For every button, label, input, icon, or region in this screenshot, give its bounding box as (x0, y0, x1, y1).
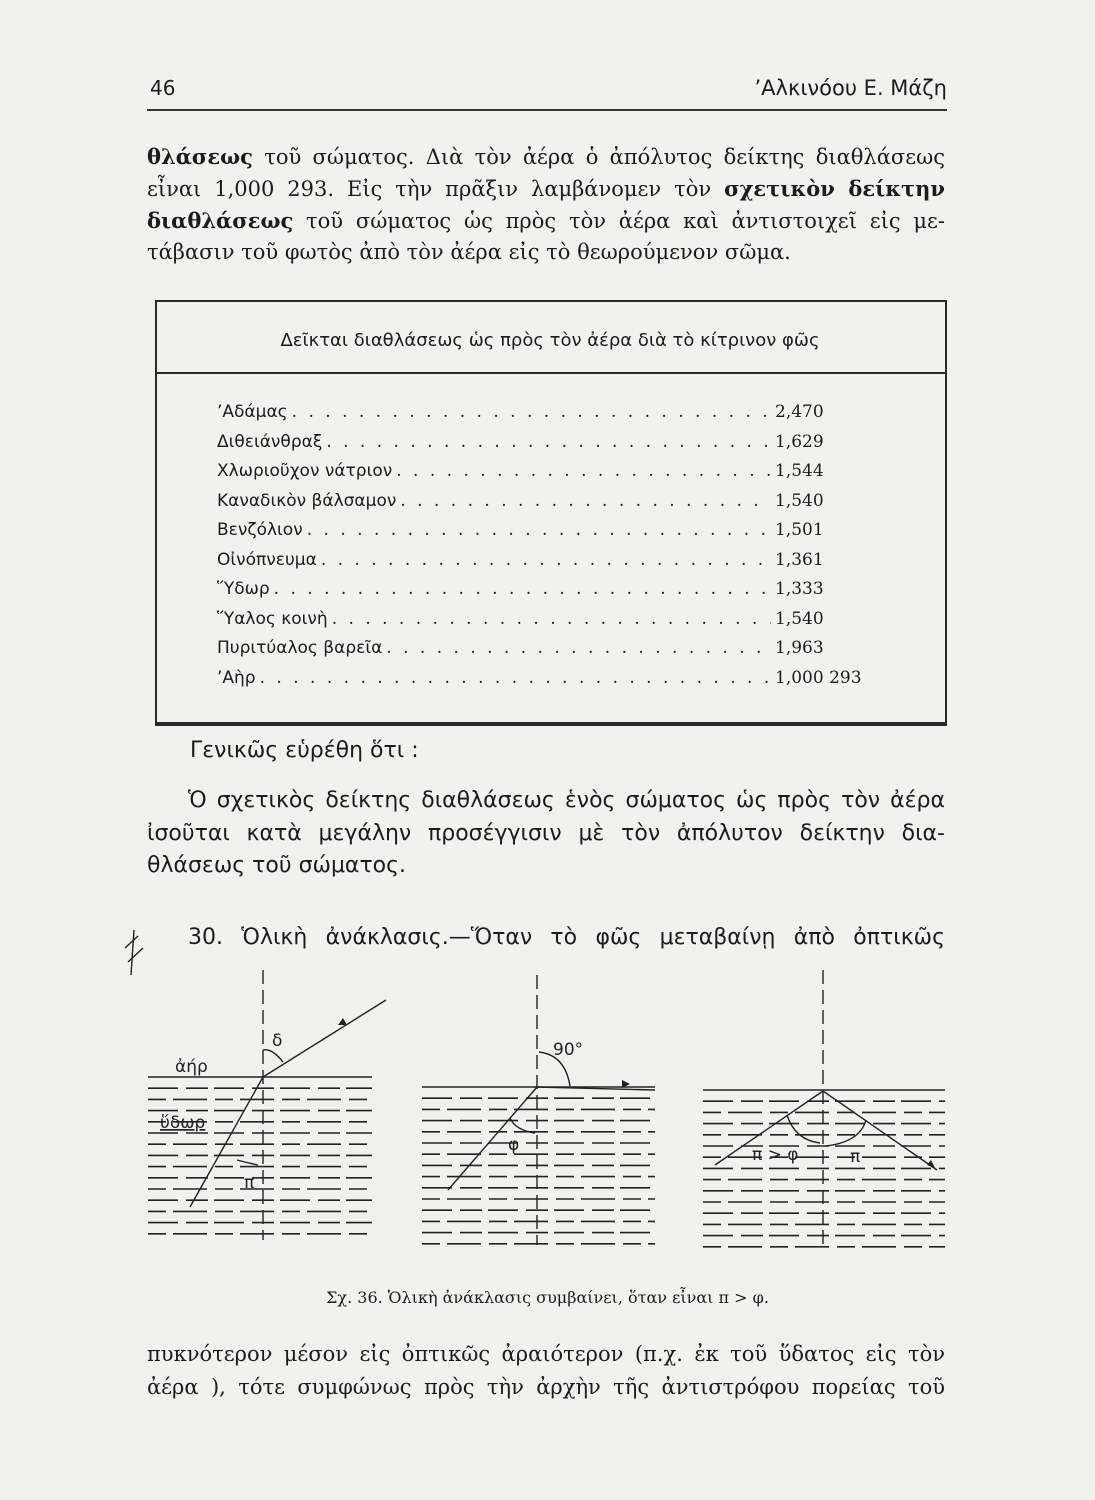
bold-term: θλάσεως (147, 144, 253, 169)
continuation-line-1: πυκνότερον μέσον εἰς ὀπτικῶς ἀραιότερον (π.χ. ἐκ τοῦ ὕδατος εἰς τὸν (147, 1342, 945, 1366)
substance-name: Οἰνόπνευμα (217, 549, 317, 570)
conclusion-line-2: ἰσοῦται κατὰ μεγάλην προσέγγισιν μὲ τὸν ἀπόλυτον δείκτην δια- (147, 821, 945, 846)
text: τοῦ σώματος ὡς πρὸς τὸν ἀέρα καὶ ἀντιστοιχεῖ εἰς με- (293, 209, 945, 233)
refractive-index: 1,540 (775, 490, 824, 511)
label-pi: π (244, 1173, 255, 1193)
intro-line-4: τάβασιν τοῦ φωτὸς ἀπὸ τὸν ἀέρα εἰς τὸ θεωρούμενον σῶμα. (147, 240, 791, 264)
substance-name: Χλωριοῦχον νάτριον (217, 461, 393, 481)
refractive-index: 1,629 (775, 431, 824, 452)
margin-mark (125, 930, 143, 975)
label-pi-gt-phi: π > φ (752, 1145, 799, 1165)
refractive-index: 1,963 (775, 638, 824, 658)
reflected-ray (823, 1091, 937, 1170)
label-air: ἀήρ (175, 1057, 208, 1077)
text: τοῦ σώματος. Διὰ τὸν ἀέρα ὁ ἀπόλυτος δείκτης διαθλάσεως (252, 145, 945, 169)
running-header-author: ’Αλκινόου Ε. Μάζη (754, 76, 947, 100)
incident-ray-2 (448, 1087, 537, 1190)
arrow-icon (338, 1018, 347, 1025)
substance-name: Ὕδωρ (217, 579, 270, 599)
substance-name: Ὕαλος κοινὴ (217, 608, 328, 629)
substance-name: ’Αδάμας (217, 402, 288, 422)
label-phi: φ (508, 1135, 520, 1155)
section-heading: 30. Ὁλικὴ ἀνάκλασις.— (188, 925, 471, 950)
refractive-index: 2,470 (775, 402, 824, 422)
angle-arc-delta (263, 1050, 283, 1062)
conclusion-line-3: θλάσεως τοῦ σώματος. (147, 853, 407, 878)
refractive-index: 1,361 (775, 549, 824, 570)
substance-name: ’Αὴρ (217, 667, 256, 688)
angle-arc-pi (237, 1160, 258, 1165)
substance-name: Καναδικὸν βάλσαμον (217, 490, 397, 511)
angle-arc-pi-left (787, 1115, 820, 1143)
conclusion-lead: Γενικῶς εὑρέθη ὅτι : (190, 738, 419, 763)
bold-term: διαθλάσεως (147, 208, 294, 233)
label-pi-right: π (850, 1147, 861, 1167)
arrow-icon (927, 1160, 935, 1168)
conclusion-line-1: Ὁ σχετικὸς δείκτης διαθλάσεως ἑνὸς σώματος ὡς πρὸς τὸν ἀέρα (188, 788, 945, 813)
continuation-line-2: ἀέρα ), τότε συμφώνως πρὸς τὴν ἀρχὴν τῆς ἀντιστρόφου πορείας τοῦ (147, 1375, 945, 1399)
refractive-index: 1,544 (775, 461, 824, 481)
label-delta: δ (272, 1031, 283, 1051)
substance-name: Πυριτύαλος βαρεῖα (217, 638, 383, 658)
substance-name: Βενζόλιον (217, 520, 303, 540)
label-water: ὕδωρ (160, 1113, 206, 1133)
section-text: Ὅταν τὸ φῶς μεταβαίνῃ ἀπὸ ὀπτικῶς (470, 925, 945, 950)
label-90-degrees: 90° (553, 1040, 584, 1060)
refractive-index: 1,000 293 (775, 667, 862, 688)
table-title: Δεῖκται διαθλάσεως ὡς πρὸς τὸν ἀέρα διὰ τὸ κίτρινον φῶς (280, 330, 820, 351)
bold-term: σχετικὸν δείκτην (724, 176, 946, 201)
refractive-index: 1,540 (775, 608, 824, 629)
refractive-index: 1,501 (775, 520, 824, 540)
text: εἶναι 1,000 293. Εἰς τὴν πρᾶξιν λαμβάνομεν τὸν (147, 177, 725, 201)
figure-caption: Σχ. 36. Ὁλικὴ ἀνάκλασις συμβαίνει, ὅταν εἶναι π > φ. (326, 1288, 769, 1307)
refractive-index: 1,333 (775, 579, 824, 599)
page-number: 46 (150, 76, 176, 100)
substance-name: Διθειάνθραξ (217, 431, 323, 452)
